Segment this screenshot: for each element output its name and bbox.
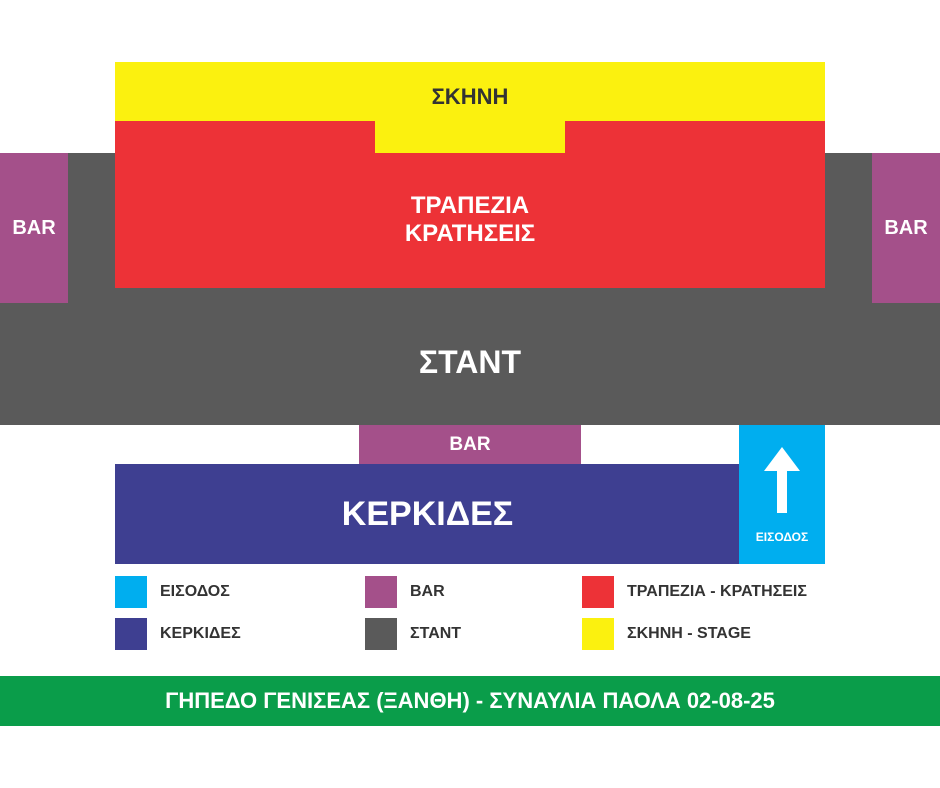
legend-label-stage: ΣΚΗΝΗ - STAGE <box>627 625 751 642</box>
stands-label: ΚΕΡΚΙΔΕΣ <box>341 494 514 533</box>
bar-middle-label: BAR <box>449 434 491 455</box>
legend-swatch-entrance <box>115 576 147 608</box>
stand-label: ΣΤΑΝΤ <box>418 344 522 380</box>
legend-swatch-tables <box>582 576 614 608</box>
tables-label-line2: ΚΡΑΤΗΣΕΙΣ <box>404 220 536 247</box>
tables-label-box <box>115 185 825 255</box>
stand-area <box>0 300 940 425</box>
legend-label-stand: ΣΤΑΝΤ <box>410 625 462 642</box>
legend-swatch-stand <box>365 618 397 650</box>
legend-label-bar: BAR <box>410 583 445 600</box>
bar-left-area <box>0 153 68 303</box>
stage-label: ΣΚΗΝΗ <box>431 84 509 109</box>
footer-banner <box>0 676 940 726</box>
legend-swatch-bar <box>365 576 397 608</box>
legend-label-entrance: ΕΙΣΟΔΟΣ <box>160 583 230 600</box>
legend-label-tables: ΤΡΑΠΕΖΙΑ - ΚΡΑΤΗΣΕΙΣ <box>627 583 807 600</box>
entrance-label: ΕΙΣΟΔΟΣ <box>755 530 809 544</box>
stage-label-box <box>115 62 825 132</box>
legend-label-stands: ΚΕΡΚΙΔΕΣ <box>160 625 241 642</box>
stands-area <box>115 464 740 564</box>
bar-left-label: BAR <box>12 216 56 239</box>
legend-swatch-stands <box>115 618 147 650</box>
legend-swatch-stage <box>582 618 614 650</box>
bar-right-area <box>872 153 940 303</box>
footer-title: ΓΗΠΕΔΟ ΓΕΝΙΣΕΑΣ (ΞΑΝΘΗ) - ΣΥΝΑΥΛΙΑ ΠΑΟΛΑ 02-08-25 <box>165 688 775 713</box>
arrow-up-icon <box>760 445 804 515</box>
bar-right-label: BAR <box>884 216 928 239</box>
tables-label-line1: ΤΡΑΠΕΖΙΑ <box>410 192 530 219</box>
bar-middle-area <box>359 425 581 465</box>
